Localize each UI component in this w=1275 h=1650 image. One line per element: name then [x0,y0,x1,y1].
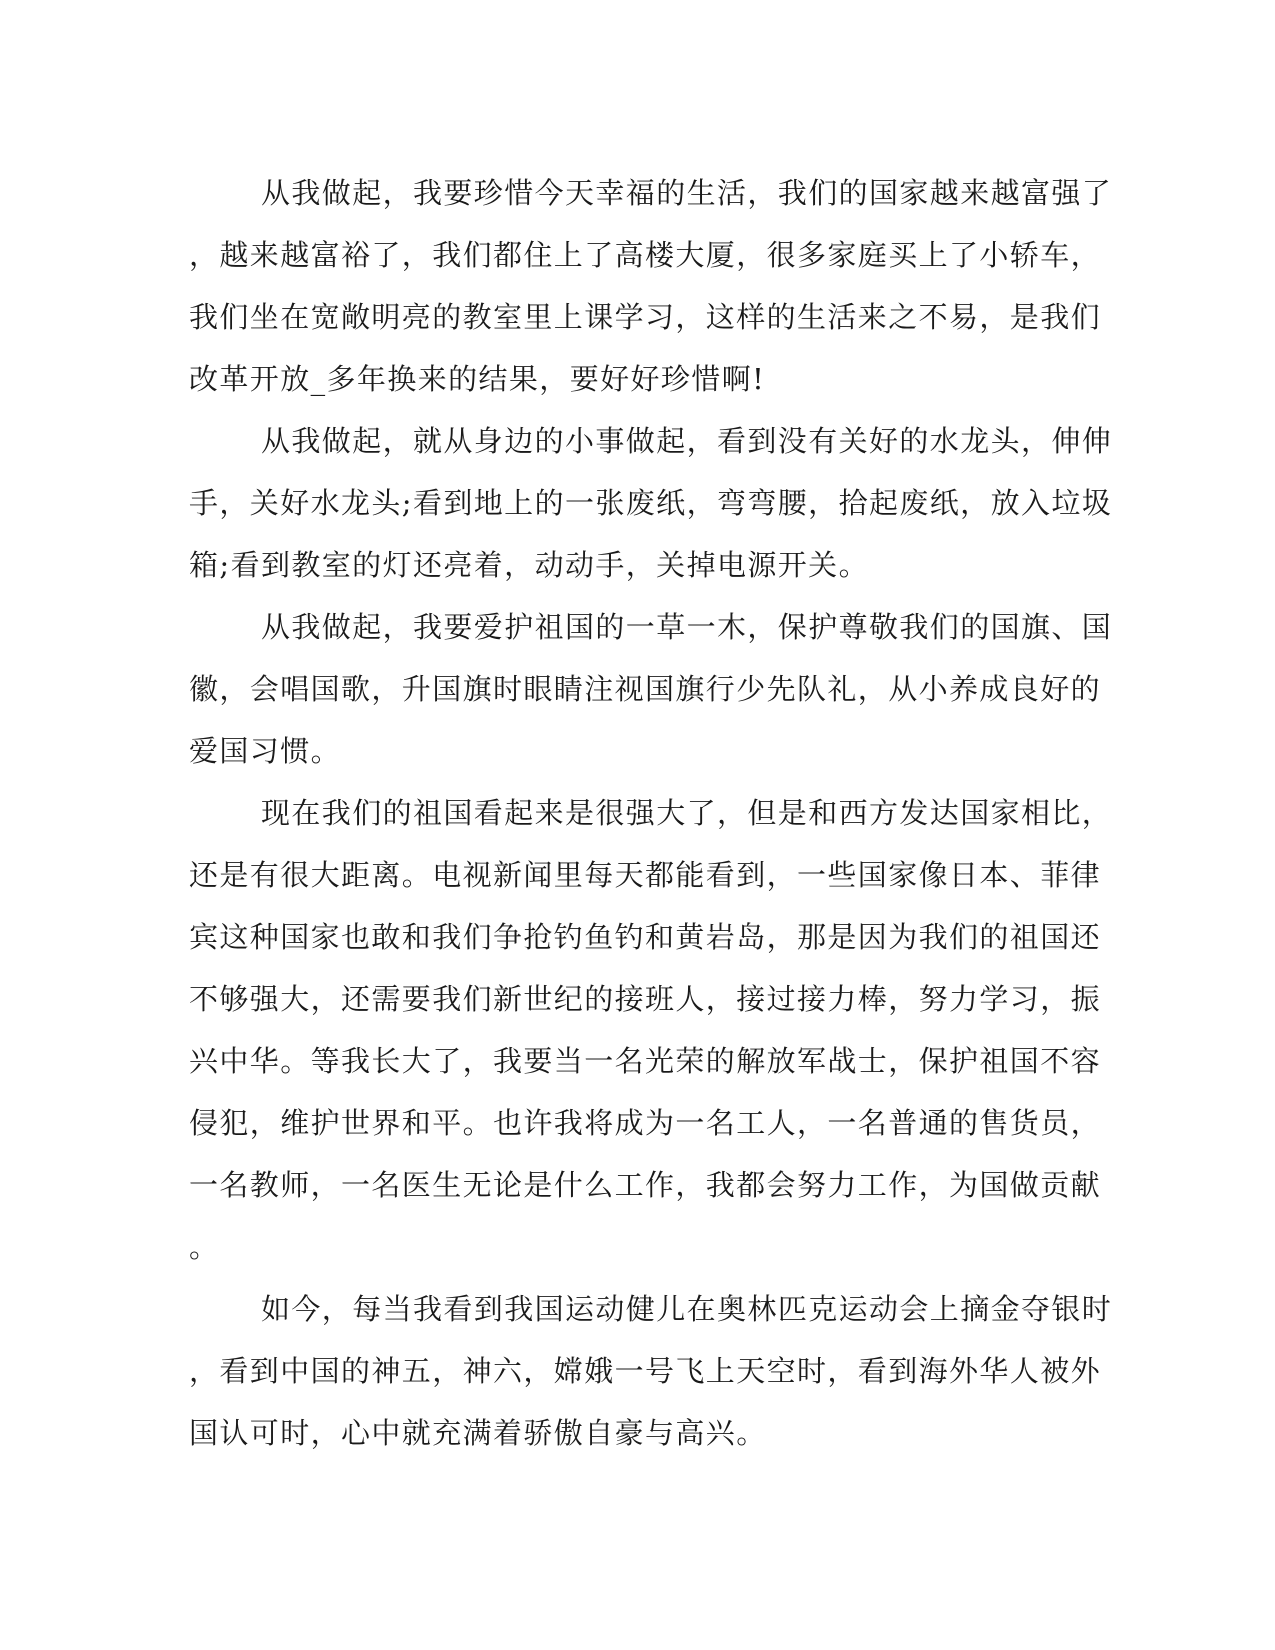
paragraph-line: 兴中华。等我长大了，我要当一名光荣的解放军战士，保护祖国不容 [189,1044,1102,1078]
paragraph-line: 手，关好水龙头;看到地上的一张废纸，弯弯腰，拾起废纸，放入垃圾 [189,486,1113,520]
paragraph-line: 不够强大，还需要我们新世纪的接班人，接过接力棒，努力学习，振 [189,982,1102,1016]
paragraph-line: 如今，每当我看到我国运动健儿在奥林匹克运动会上摘金夺银时 [261,1292,1113,1326]
paragraph-line: 爱国习惯。 [189,734,342,768]
paragraph-5 [189,1278,1113,1464]
paragraph-line: ，看到中国的神五，神六，嫦娥一号飞上天空时，看到海外华人被外 [189,1354,1102,1388]
paragraph-line: 侵犯，维护世界和平。也许我将成为一名工人，一名普通的售货员， [189,1106,1102,1140]
paragraph-line: 还是有很大距离。电视新闻里每天都能看到，一些国家像日本、菲律 [189,858,1102,892]
paragraph-line: 从我做起，我要爱护祖国的一草一木，保护尊敬我们的国旗、国 [261,610,1113,644]
paragraph-3 [189,596,1113,782]
paragraph-line: 改革开放_多年换来的结果，要好好珍惜啊! [189,362,766,396]
paragraph-2 [189,410,1113,596]
paragraph-line: 宾这种国家也敢和我们争抢钓鱼钓和黄岩岛，那是因为我们的祖国还 [189,920,1102,954]
paragraph-line: ，越来越富裕了，我们都住上了高楼大厦，很多家庭买上了小轿车， [189,238,1102,272]
paragraph-line: 现在我们的祖国看起来是很强大了，但是和西方发达国家相比， [261,796,1113,830]
paragraph-line: 一名教师，一名医生无论是什么工作，我都会努力工作，为国做贡献 [189,1168,1102,1202]
paragraph-line: 从我做起，就从身边的小事做起，看到没有关好的水龙头，伸伸 [261,424,1113,458]
paragraph-line: 。 [189,1230,220,1264]
paragraph-line: 徽，会唱国歌，升国旗时眼睛注视国旗行少先队礼，从小养成良好的 [189,672,1102,706]
paragraph-4 [189,782,1113,1278]
paragraph-line: 箱;看到教室的灯还亮着，动动手，关掉电源开关。 [189,548,869,582]
paragraph-1 [189,162,1113,410]
paragraph-line: 我们坐在宽敞明亮的教室里上课学习，这样的生活来之不易，是我们 [189,300,1102,334]
paragraph-line: 从我做起，我要珍惜今天幸福的生活，我们的国家越来越富强了 [261,176,1113,210]
paragraph-line: 国认可时，心中就充满着骄傲自豪与高兴。 [189,1416,767,1450]
document-body [189,162,1113,1464]
